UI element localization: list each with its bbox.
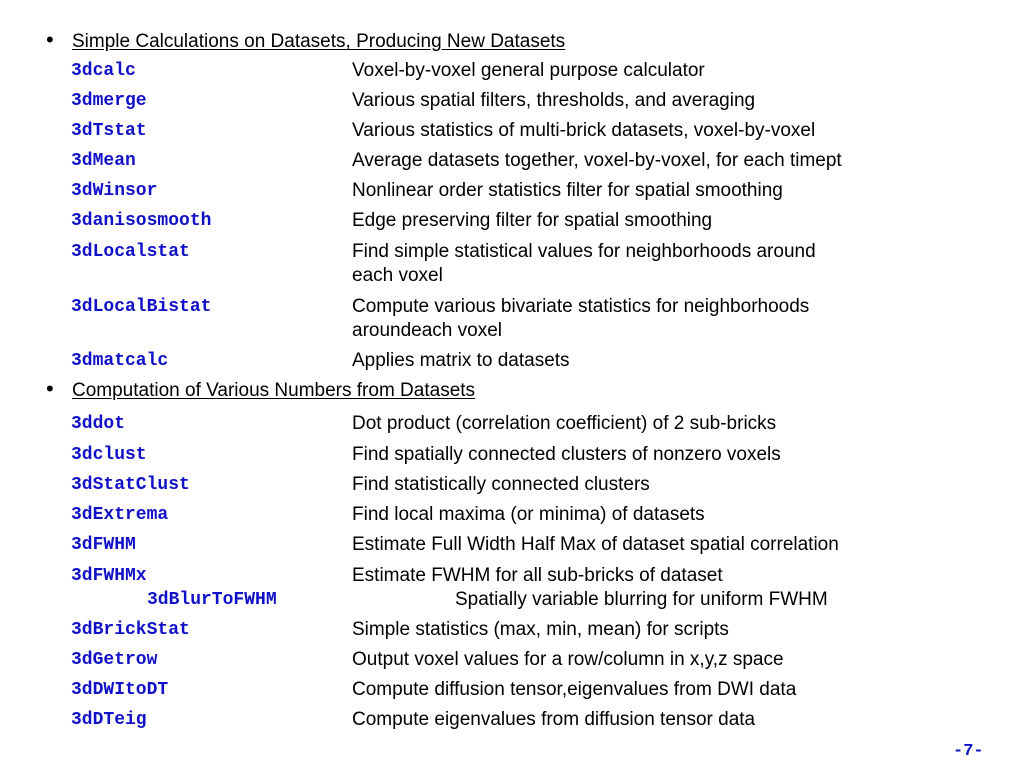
command-name: 3dMean (71, 151, 136, 171)
command-name: 3dTstat (71, 121, 147, 141)
command-description: Voxel-by-voxel general purpose calculator (352, 60, 705, 81)
command-name: 3dmerge (71, 91, 147, 111)
command-name: 3dcalc (71, 61, 136, 81)
command-name: 3dmatcalc (71, 351, 169, 371)
section-title: Computation of Various Numbers from Datasets (72, 380, 476, 401)
bullet-icon: • (46, 27, 54, 52)
command-description: Find spatially connected clusters of nonzero voxels (352, 444, 781, 465)
command-name: 3dDTeig (71, 710, 147, 730)
command-description: Compute eigenvalues from diffusion tensor data (352, 709, 756, 730)
command-description: Simple statistics (max, min, mean) for scripts (352, 619, 729, 640)
section-title: Simple Calculations on Datasets, Producing New Datasets (72, 31, 566, 52)
command-description: Nonlinear order statistics filter for spatial smoothing (352, 180, 783, 201)
command-description-continued: aroundeach voxel (352, 320, 502, 341)
command-name: 3dclust (71, 445, 147, 465)
command-name: 3dStatClust (71, 475, 190, 495)
command-name: 3ddot (71, 414, 126, 434)
command-description: Dot product (correlation coefficient) of 2 sub-bricks (352, 413, 777, 434)
command-name: 3dBlurToFWHM (147, 590, 277, 610)
command-description: Average datasets together, voxel-by-voxel, for each timept (352, 150, 842, 171)
command-description: Compute diffusion tensor,eigenvalues from DWI data (352, 679, 797, 700)
command-description: Various statistics of multi-brick datasets, voxel-by-voxel (352, 120, 816, 141)
command-name: 3danisosmooth (71, 211, 212, 231)
command-name: 3dFWHM (71, 535, 136, 555)
command-name: 3dBrickStat (71, 620, 190, 640)
command-description: Compute various bivariate statistics for neighborhoods (352, 296, 810, 317)
command-description: Find local maxima (or minima) of datasets (352, 504, 705, 525)
command-description: Find simple statistical values for neighborhoods around (352, 241, 816, 262)
command-name: 3dLocalBistat (71, 297, 212, 317)
command-description-continued: each voxel (352, 265, 443, 286)
command-description: Output voxel values for a row/column in x,y,z space (352, 649, 784, 670)
command-description: Estimate FWHM for all sub-bricks of dataset (352, 565, 723, 586)
command-description: Applies matrix to datasets (352, 350, 570, 371)
page-number: -7- (953, 742, 984, 761)
command-name: 3dWinsor (71, 181, 158, 201)
command-description: Spatially variable blurring for uniform FWHM (455, 589, 828, 610)
command-description: Find statistically connected clusters (352, 474, 650, 495)
command-name: 3dGetrow (71, 650, 158, 670)
command-name: 3dFWHMx (71, 566, 147, 586)
command-description: Estimate Full Width Half Max of dataset spatial correlation (352, 534, 839, 555)
command-description: Edge preserving filter for spatial smoothing (352, 210, 713, 231)
command-name: 3dLocalstat (71, 242, 190, 262)
command-name: 3dDWItoDT (71, 680, 169, 700)
bullet-icon: • (46, 376, 54, 401)
command-name: 3dExtrema (71, 505, 169, 525)
command-description: Various spatial filters, thresholds, and averaging (352, 90, 756, 111)
